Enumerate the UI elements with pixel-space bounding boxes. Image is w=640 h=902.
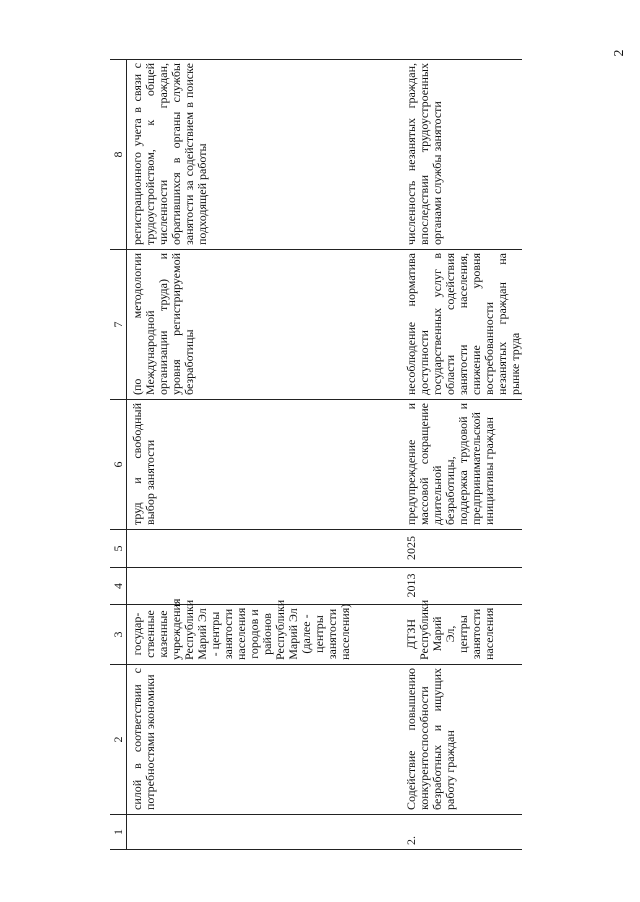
cell-number [127, 815, 402, 850]
header-cell: 1 [110, 815, 127, 850]
cell-executor: ДТЗН Республики Марий Эл, центры занятости населения [401, 605, 522, 665]
header-cell: 4 [110, 568, 127, 605]
page-number: 2 [612, 49, 627, 57]
header-cell: 2 [110, 665, 127, 815]
cell-start-year: 2013 [401, 568, 522, 605]
header-cell: 8 [110, 60, 127, 250]
cell-consequences: (по методологии Международной организации труда) и уровня регистрируемой безработицы [127, 250, 402, 400]
cell-indicators: регистрационного учета в связи с трудоустройством, к общей численности граждан, обратившихся в органы службы занятости за содействием в поиске подходящей работы [127, 60, 402, 250]
table-row [401, 60, 522, 850]
header-cell: 3 [110, 605, 127, 665]
cell-end-year [127, 530, 402, 568]
table-rotated-container [110, 60, 522, 850]
cell-consequences: несоблюдение нормативa доступности государственных услуг в области содействия занятости населения, снижение уровня востребованности незанятых граждан на рынке труда [401, 250, 522, 400]
table-header-row [110, 60, 127, 850]
cell-executor: государ-ственные казенные учреждения Республики Марий Эл - центры занятости населения городов и районов Республики Марий Эл (далее - центры занятости населения) [127, 605, 402, 665]
table-row [127, 60, 402, 850]
cell-content: предупреждение и массовой сокращение длительной безработицы, поддержка трудовой и предпринимательской инициативы граждан [401, 400, 522, 530]
cell-end-year: 2025 [401, 530, 522, 568]
header-cell: 7 [110, 250, 127, 400]
header-cell: 5 [110, 530, 127, 568]
cell-content: труд и свободный выбор занятости [127, 400, 402, 530]
header-cell: 6 [110, 400, 127, 530]
program-measures-table [110, 59, 522, 850]
cell-indicators: численность незанятых граждан, впоследствии трудоустроенных органами службы занятости [401, 60, 522, 250]
cell-start-year [127, 568, 402, 605]
cell-task: Содействие повышению конкурентоспособности безработных и ищущих работу граждан [401, 665, 522, 815]
cell-number: 2. [401, 815, 522, 850]
cell-task: силой в соответствии с потребностями экономики [127, 665, 402, 815]
